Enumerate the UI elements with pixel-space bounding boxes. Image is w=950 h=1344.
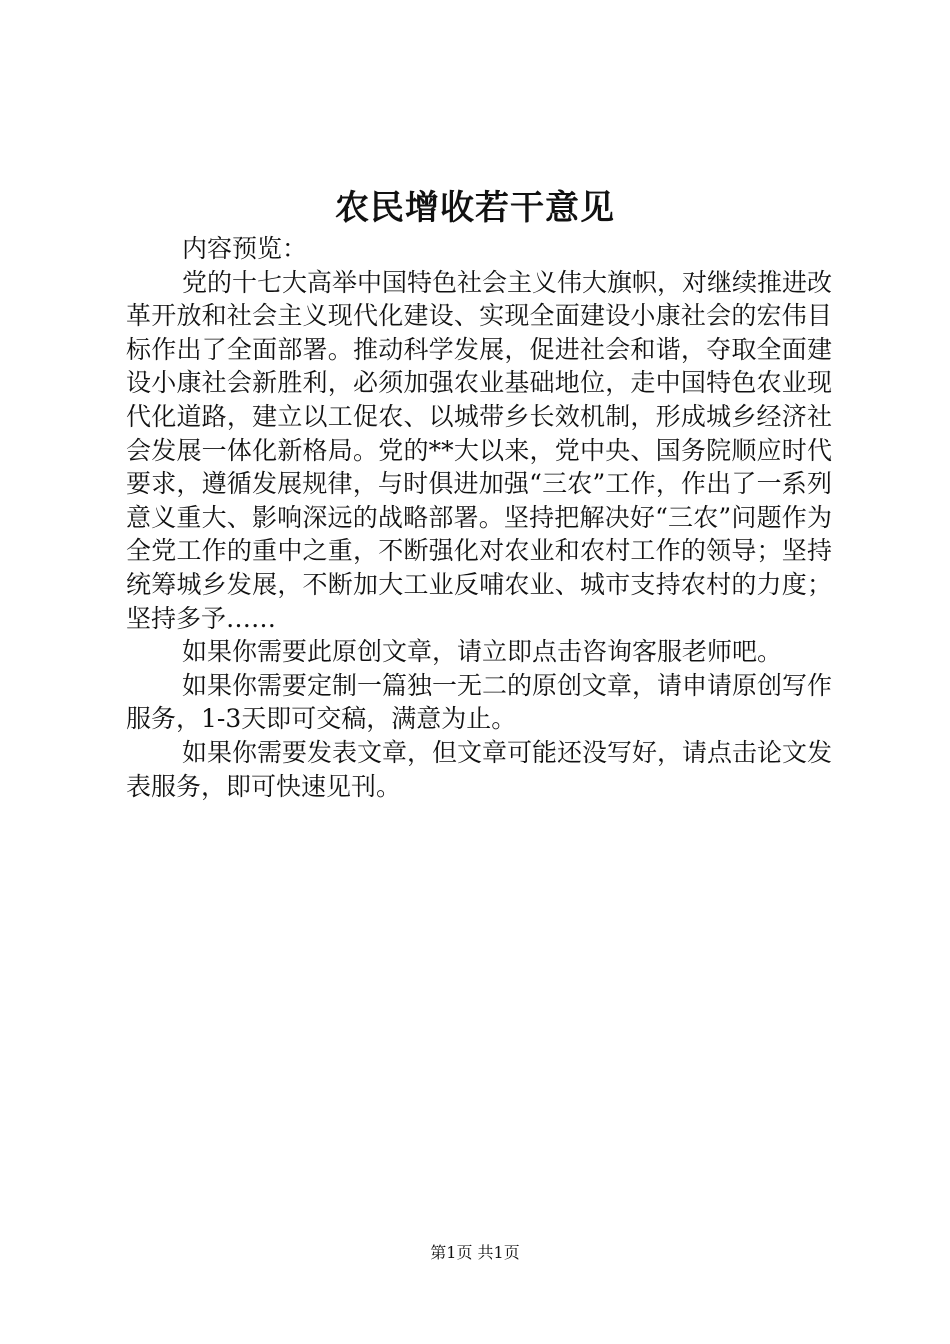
custom-writing-paragraph: 如果你需要定制一篇独一无二的原创文章，请申请原创写作服务，1-3天即可交稿，满意为止。 bbox=[126, 670, 833, 734]
document-title: 农民增收若干意见 bbox=[335, 188, 615, 228]
consult-service-paragraph: 如果你需要此原创文章，请立即点击咨询客服老师吧。 bbox=[182, 637, 783, 667]
preview-paragraph: 党的十七大高举中国特色社会主义伟大旗帜，对继续推进改革开放和社会主义现代化建设、实现全面建设小康社会的宏伟目标作出了全面部署。推动科学发展，促进社会和谐，夺取全面建设小康社会新胜利，必须加强农业基础地位，走中国特色农业现代化道路，建立以工促农、以城带乡长效机制，形成城乡经济社会发展一体化新格局。党的**大以来，党中央、国务院顺应时代要求，遵循发展规律，与时俱进加强“三农”工作，作出了一系列意义重大、影响深远的战略部署。坚持把解决好“三农”问题作为全党工作的重中之重，不断强化对农业和农村工作的领导；坚持统筹城乡发展，不断加大工业反哺农业、城市支持农村的力度；坚持多予…… bbox=[126, 267, 833, 633]
publication-service-paragraph: 如果你需要发表文章，但文章可能还没写好，请点击论文发表服务，即可快速见刊。 bbox=[126, 737, 833, 801]
preview-label: 内容预览： bbox=[182, 234, 308, 263]
page-number-footer: 第1页 共1页 bbox=[430, 1243, 520, 1262]
document-body bbox=[126, 232, 832, 803]
